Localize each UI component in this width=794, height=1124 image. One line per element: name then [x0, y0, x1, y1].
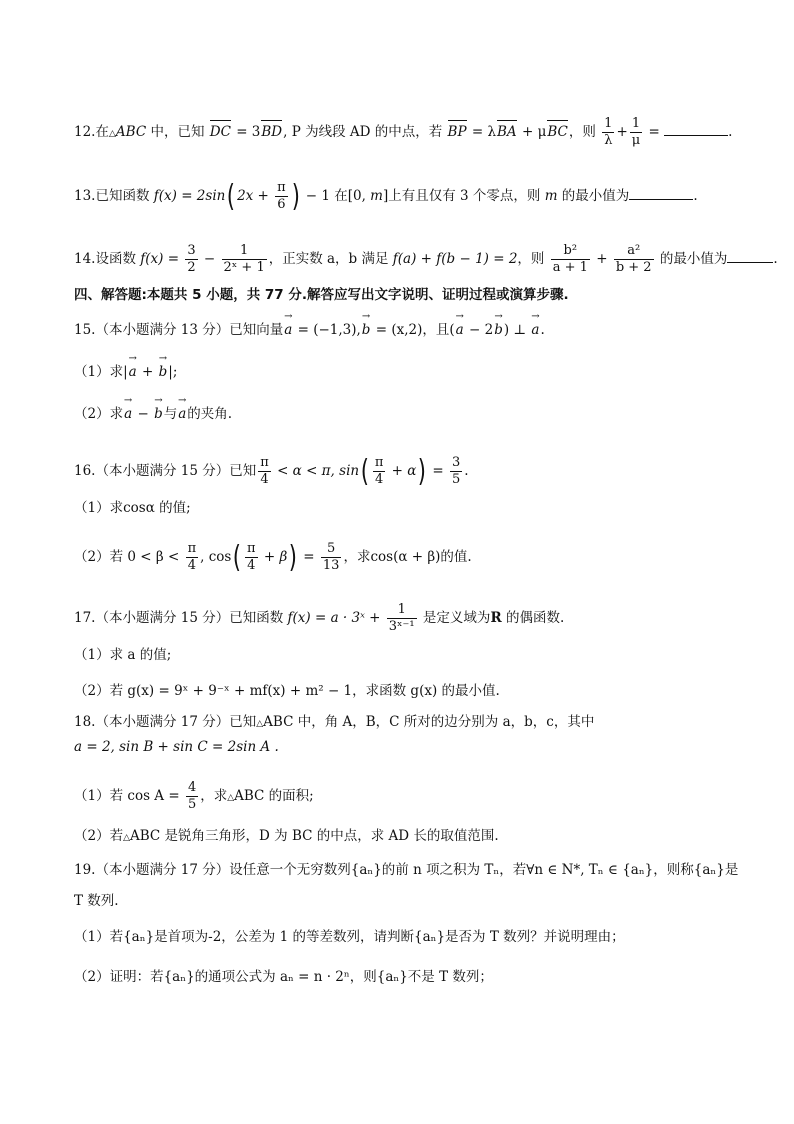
question-17: 17.（本小题满分 15 分）已知函数 f(x) = a · 3ˣ + $\frac{1}{\text{3ˣ⁻¹}}$ 是定义域为R 的偶函数. [74, 602, 565, 634]
fraction: $\frac{\pi}{6}$ [277, 180, 286, 212]
fraction: $\frac{\pi}{4}$ [260, 455, 269, 487]
question-17-part-1: （1）求 a 的值; [74, 647, 172, 663]
fraction: $\frac{1}{\text{3ˣ⁻¹}}$ [388, 602, 415, 634]
section-heading: 四、解答题:本题共 5 小题，共 77 分.解答应写出文字说明、证明过程或演算步骤. [74, 287, 569, 303]
fraction: $\frac{\pi}{4}$ [247, 541, 256, 573]
vector-bc: BC [547, 124, 568, 140]
question-13: 13.已知函数 f(x) = 2sin( 2x + $\frac{\pi}{6}$ ) − 1 在[0, m]上有且仅有 3 个零点，则 m 的最小值为 . [74, 178, 698, 214]
question-19: 19.（本小题满分 17 分）设任意一个无穷数列{aₙ}的前 n 项之积为 Tₙ，若∀n ∈ N*, Tₙ ∈ {aₙ}，则称{aₙ}是 [74, 862, 739, 878]
vector-dc: DC [209, 124, 231, 140]
fraction: $\frac{1}{\mu}$ [631, 116, 641, 148]
fraction: $\frac{\pi}{4}$ [187, 541, 197, 573]
question-18: 18.（本小题满分 17 分）已知△ABC 中，角 A，B，C 所对的边分别为 a，b，c，其中 [74, 714, 595, 730]
question-19-part-2: （2）证明：若{aₙ}的通项公式为 aₙ = n · 2ⁿ，则{aₙ}不是 T 数列； [74, 969, 493, 985]
fraction: $\frac{\pi}{4}$ [374, 455, 384, 487]
vector-bd: BD [261, 124, 283, 140]
question-15-part-1: （1）求|a → + b →|; [74, 362, 734, 382]
vector-bp: BP [447, 124, 467, 140]
question-18-condition: a = 2, sin B + sin C = 2sin A . [74, 739, 279, 755]
answer-blank [727, 248, 773, 263]
answer-blank [629, 185, 693, 200]
answer-blank [664, 121, 728, 136]
question-15: 15.（本小题满分 13 分）已知向量a → = (−1,3),b → = (x,2)，且(a → − 2b →) ⊥ a →. [74, 320, 734, 340]
question-15-part-2: （2）求a → − b →与a →的夹角. [74, 404, 734, 424]
question-19-part-1: （1）若{aₙ}是首项为-2，公差为 1 的等差数列，请判断{aₙ}是否为 T 数列？并说明理由； [74, 929, 625, 945]
vector-ba: BA [497, 124, 517, 140]
question-18-part-1: （1）若 cos A = $\frac{4}{5}$ ，求△ABC 的面积; [74, 780, 314, 812]
question-14: 14.设函数 f(x) = $\frac{3}{2}$ − $\frac{1}{\text{2ˣ + 1}}$ ，正实数 a，b 满足 f(a) + f(b − 1) = 2，则 $\frac{\text{b²}}{a + 1}$ + $\frac{\text{a²}}{b + 2}$ 的最小值为 . [74, 243, 778, 275]
question-17-part-2: （2）若 g(x) = 9ˣ + 9⁻ˣ + mf(x) + m² − 1，求函数 g(x) 的最小值. [74, 683, 500, 699]
question-16-part-1: （1）求cosα 的值; [74, 500, 191, 516]
question-19-cont: T 数列. [74, 893, 119, 909]
fraction: $\frac{\text{b²}}{a + 1}$ [552, 243, 588, 275]
fraction: $\frac{4}{5}$ [187, 780, 197, 812]
question-12: 12.在△ABC 中，已知 DC = 3BD, P 为线段 AD 的中点，若 BP = λBA + μBC，则 $\frac{1}{\lambda}$ + $\frac{1}{\mu}$ = . [74, 116, 733, 148]
fraction: $\frac{3}{2}$ [187, 243, 196, 275]
fraction: $\frac{1}{\text{2ˣ + 1}}$ [223, 243, 265, 275]
fraction: $\frac{5}{13}$ [322, 541, 340, 573]
question-16-part-2: （2）若 0 < β < $\frac{\pi}{4}$ , cos( $\frac{\pi}{4}$ + β) = $\frac{5}{13}$ ，求cos(α + β)的值. [74, 539, 472, 575]
fraction: $\frac{3}{5}$ [452, 455, 461, 487]
fraction: $\frac{1}{\lambda}$ [604, 116, 613, 148]
question-18-part-2: （2）若△ABC 是锐角三角形，D 为 BC 的中点，求 AD 长的取值范围. [74, 828, 499, 844]
question-16: 16.（本小题满分 15 分）已知 $\frac{\pi}{4}$ < α < π, sin( $\frac{\pi}{4}$ + α) = $\frac{3}{5}$ . [74, 453, 469, 489]
fraction: $\frac{\text{a²}}{b + 2}$ [615, 243, 652, 275]
